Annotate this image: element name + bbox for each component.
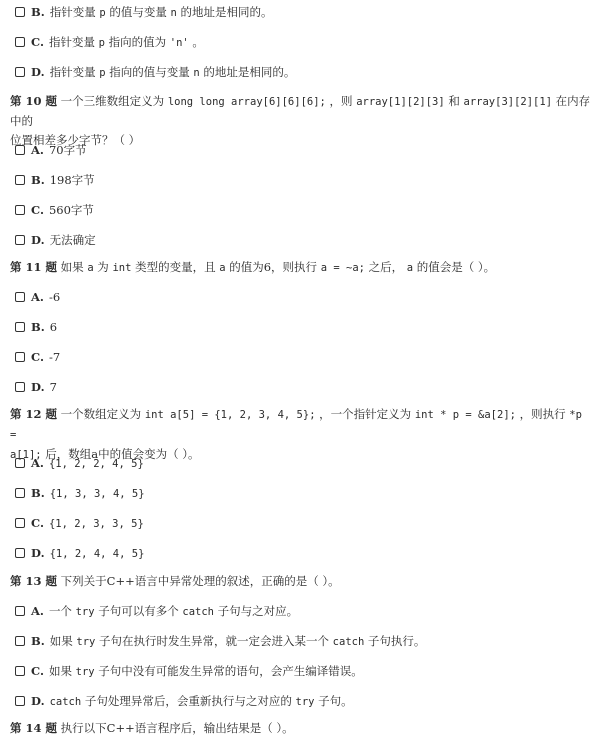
text-segment: 位置相差多少字节？（ ）: [10, 133, 141, 147]
option-text: [50, 172, 95, 188]
text-segment: 如果: [57, 260, 88, 274]
option-letter: B.: [31, 634, 45, 648]
option-text: [49, 34, 204, 50]
text-segment: 一个数组定义为: [57, 407, 145, 421]
inline-code: array[1][2][3]: [356, 96, 445, 108]
option-letter: D.: [31, 694, 45, 708]
checkbox[interactable]: [15, 666, 25, 676]
option-text: [50, 4, 273, 20]
text-segment: 一个三维数组定义为: [57, 94, 168, 108]
question-stem: [10, 258, 593, 278]
text-segment: 的地址是相同的。: [176, 5, 273, 19]
inline-code: {1, 2, 2, 4, 5}: [48, 458, 144, 470]
q10-option-a[interactable]: [15, 143, 593, 157]
stem-line-1: [57, 721, 294, 735]
text-segment: 子句。: [314, 694, 353, 708]
inline-code: try: [75, 606, 95, 618]
checkbox[interactable]: [15, 292, 25, 302]
checkbox[interactable]: [15, 696, 25, 706]
text-segment: 如果: [49, 634, 77, 648]
question-stem: [10, 92, 593, 150]
inline-code: p: [98, 37, 105, 49]
checkbox[interactable]: [15, 488, 25, 498]
inline-code: catch: [182, 606, 214, 618]
q11-options: [10, 290, 593, 394]
stem-line-1: [57, 574, 340, 588]
question-stem: [10, 719, 593, 738]
option-text: [50, 633, 426, 649]
checkbox[interactable]: [15, 458, 25, 468]
text-segment: 7: [49, 380, 57, 394]
option-letter: B.: [31, 320, 45, 334]
text-segment: 和: [444, 94, 464, 108]
checkbox[interactable]: [15, 518, 25, 528]
option-letter: A.: [31, 143, 44, 157]
text-segment: ，则执行: [515, 407, 570, 421]
option-letter: D.: [31, 65, 45, 79]
option-letter: B.: [31, 486, 45, 500]
checkbox[interactable]: [15, 352, 25, 362]
option-text: [50, 232, 96, 248]
option-text: [50, 693, 353, 709]
question-number: 第 11 题: [10, 260, 58, 274]
checkbox[interactable]: [15, 606, 25, 616]
option-letter: B.: [31, 173, 45, 187]
checkbox[interactable]: [15, 37, 25, 47]
text-segment: 560字节: [48, 203, 94, 217]
option-letter: C.: [31, 350, 44, 364]
inline-code: 'n': [169, 37, 189, 49]
q12-option-d[interactable]: [15, 546, 593, 560]
question-13: [10, 572, 593, 591]
text-segment: 70字节: [48, 143, 87, 157]
checkbox[interactable]: [15, 548, 25, 558]
question-number: 第 12 题: [10, 407, 58, 421]
text-segment: 一个: [48, 604, 76, 618]
text-segment: 下列关于C++语言中异常处理的叙述，正确的是（ ）。: [57, 574, 340, 588]
text-segment: 之后，: [364, 260, 407, 274]
stem-line-1: [10, 94, 590, 128]
q13-option-a[interactable]: [15, 604, 593, 618]
checkbox[interactable]: [15, 7, 25, 17]
option-text: [49, 202, 94, 218]
option-letter: B.: [31, 5, 45, 19]
option-letter: D.: [31, 233, 45, 247]
q12-option-c[interactable]: [15, 516, 593, 530]
text-segment: 在内存中的: [10, 94, 591, 128]
option-letter: D.: [31, 546, 45, 560]
checkbox[interactable]: [15, 67, 25, 77]
text-segment: 子句中没有可能发生异常的语句，会产生编译错误。: [94, 664, 363, 678]
option-text: [49, 290, 60, 304]
text-segment: 子句执行。: [364, 634, 426, 648]
text-segment: 子句在执行时发生异常，就一定会进入某一个: [95, 634, 333, 648]
stem-line-1: [57, 260, 495, 274]
option-text: [50, 380, 57, 394]
q9-option-d[interactable]: [15, 65, 593, 79]
q10-options: [10, 143, 593, 247]
inline-code: int * p = &a[2];: [414, 409, 516, 421]
option-letter: A.: [31, 456, 44, 470]
inline-code: a = ~a;: [320, 262, 365, 274]
option-text: [49, 516, 144, 530]
text-segment: 6: [49, 320, 58, 334]
q12-option-b[interactable]: [15, 486, 593, 500]
option-text: [50, 64, 296, 80]
question-number: 第 13 题: [10, 574, 58, 588]
stem-line-1: [10, 407, 582, 441]
text-segment: 198字节: [49, 173, 95, 187]
option-text: [49, 603, 298, 619]
inline-code: {1, 2, 4, 4, 5}: [49, 548, 145, 560]
text-segment: 的值为6，则执行: [225, 260, 321, 274]
inline-code: n: [193, 67, 200, 79]
inline-code: catch: [49, 696, 82, 708]
inline-code: catch: [332, 636, 365, 648]
text-segment: 的值会是（ ）。: [413, 260, 496, 274]
text-segment: -6: [48, 290, 61, 304]
text-segment: 指向的值与变量: [105, 65, 194, 79]
option-text: [49, 350, 60, 364]
checkbox[interactable]: [15, 636, 25, 646]
q9-option-b[interactable]: [15, 5, 593, 19]
text-segment: 子句处理异常后，会重新执行与之对应的: [81, 694, 296, 708]
inline-code: try: [75, 666, 95, 678]
checkbox[interactable]: [15, 382, 25, 392]
q10-option-b[interactable]: [15, 173, 593, 187]
text-segment: 。: [188, 35, 204, 49]
inline-code: p: [99, 67, 106, 79]
option-text: [49, 663, 363, 679]
checkbox[interactable]: [15, 175, 25, 185]
text-segment: 指针变量: [49, 65, 100, 79]
inline-code: {1, 2, 3, 3, 5}: [48, 518, 144, 530]
inline-code: long long array[6][6][6];: [167, 96, 326, 108]
q10-option-c[interactable]: [15, 203, 593, 217]
inline-code: n: [170, 7, 177, 19]
text-segment: 执行以下C++语言程序后，输出结果是（ ）。: [57, 721, 294, 735]
q11-option-a[interactable]: [15, 290, 593, 304]
question-14: [10, 719, 593, 738]
text-segment: 指针变量: [48, 35, 99, 49]
text-segment: 的值与变量: [105, 5, 171, 19]
inline-code: *p =: [10, 409, 582, 441]
q12-options: [10, 456, 593, 560]
option-text: [50, 486, 145, 500]
option-text: [50, 546, 145, 560]
inline-code: a: [406, 262, 414, 274]
checkbox[interactable]: [15, 145, 25, 155]
inline-code: a: [87, 262, 94, 274]
question-11: [10, 258, 593, 278]
inline-code: try: [76, 636, 96, 648]
question-number: 第 14 题: [10, 721, 58, 735]
text-segment: -7: [48, 350, 61, 364]
question-stem: [10, 572, 593, 591]
checkbox[interactable]: [15, 322, 25, 332]
inline-code: a[1];: [10, 449, 42, 461]
inline-code: try: [295, 696, 315, 708]
q10-option-d[interactable]: [15, 233, 593, 247]
option-letter: C.: [31, 516, 44, 530]
q12-option-a[interactable]: [15, 456, 593, 470]
text-segment: 类型的变量，且: [131, 260, 220, 274]
checkbox[interactable]: [15, 235, 25, 245]
question-number: 第 10 题: [10, 94, 58, 108]
question-10: [10, 92, 593, 150]
q11-option-c[interactable]: [15, 350, 593, 364]
text-segment: 为: [93, 260, 113, 274]
text-segment: 无法确定: [49, 233, 96, 247]
text-segment: 子句与之对应。: [213, 604, 299, 618]
q13-option-c[interactable]: [15, 664, 593, 678]
inline-code: a: [219, 262, 226, 274]
option-letter: C.: [31, 35, 44, 49]
checkbox[interactable]: [15, 205, 25, 215]
text-segment: 的地址是相同的。: [199, 65, 296, 79]
text-segment: 子句可以有多个: [94, 604, 183, 618]
option-letter: C.: [31, 203, 44, 217]
option-letter: A.: [31, 604, 44, 618]
text-segment: ，则: [325, 94, 357, 108]
q11-option-d[interactable]: [15, 380, 593, 394]
option-letter: A.: [31, 290, 44, 304]
q9-options: [10, 5, 593, 79]
option-text: [50, 320, 57, 334]
inline-code: {1, 3, 3, 4, 5}: [49, 488, 145, 500]
q13-options: [10, 604, 593, 708]
inline-code: array[3][2][1]: [463, 96, 553, 108]
q13-option-b[interactable]: [15, 634, 593, 648]
q13-option-d[interactable]: [15, 694, 593, 708]
option-text: [49, 142, 87, 158]
inline-code: int a[5] = {1, 2, 3, 4, 5};: [144, 409, 316, 421]
option-letter: D.: [31, 380, 45, 394]
text-segment: 指向的值为: [104, 35, 170, 49]
option-letter: C.: [31, 664, 44, 678]
text-segment: ，一个指针定义为: [315, 407, 415, 421]
inline-code: p: [99, 7, 106, 19]
text-segment: 后，数组a中的值会变为（ ）。: [41, 447, 200, 461]
option-text: [49, 456, 144, 470]
text-segment: 指针变量: [49, 5, 100, 19]
q9-option-c[interactable]: [15, 35, 593, 49]
text-segment: 如果: [48, 664, 76, 678]
q11-option-b[interactable]: [15, 320, 593, 334]
inline-code: int: [112, 262, 132, 274]
